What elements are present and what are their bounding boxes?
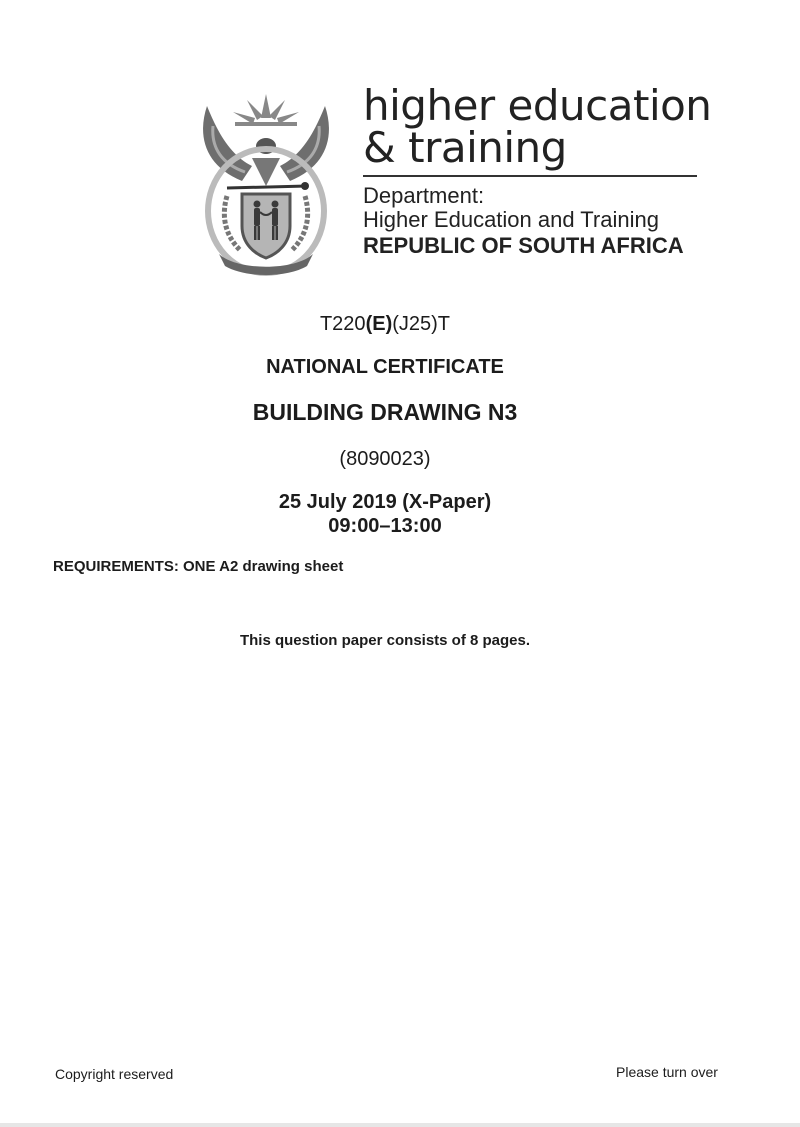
- exam-date: 25 July 2019 (X-Paper): [278, 491, 492, 513]
- paper-code-language: (E): [365, 313, 393, 335]
- turn-over-notice: Please turn over: [616, 1064, 718, 1080]
- certificate-title: NATIONAL CERTIFICATE: [266, 356, 504, 378]
- page-count-note: This question paper consists of 8 pages.: [239, 632, 531, 649]
- brand-title-line2: & training: [363, 123, 567, 172]
- subject-number: (8090023): [339, 448, 431, 470]
- page-bottom-edge: [0, 1123, 800, 1127]
- brand-divider: [363, 175, 697, 177]
- subject-title: BUILDING DRAWING N3: [252, 399, 518, 425]
- requirements-text: REQUIREMENTS: ONE A2 drawing sheet: [53, 558, 344, 575]
- coat-of-arms-icon: [197, 86, 335, 276]
- paper-code-suffix: (J25)T: [392, 313, 451, 335]
- paper-code: [0, 313, 770, 336]
- copyright-notice: Copyright reserved: [55, 1066, 174, 1082]
- department-name: Higher Education and Training: [363, 207, 659, 232]
- country-name: REPUBLIC OF SOUTH AFRICA: [363, 233, 684, 258]
- paper-code-prefix: T220: [319, 313, 366, 335]
- department-label: Department:: [363, 183, 485, 208]
- exam-time: 09:00–13:00: [328, 515, 442, 537]
- brand-title-line1: higher education: [363, 81, 712, 130]
